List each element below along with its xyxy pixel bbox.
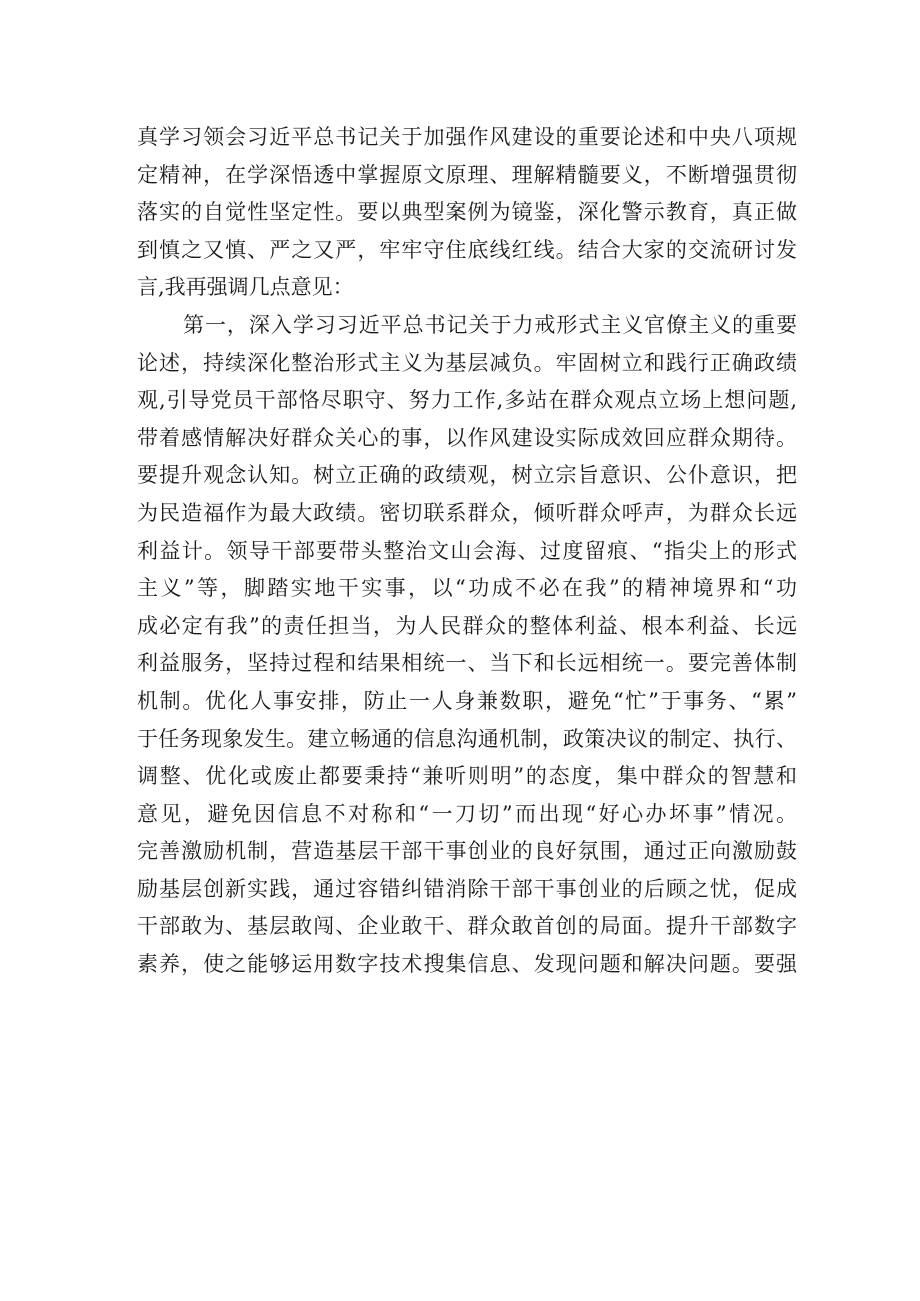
- text-line: 成必定有我”的责任担当，为人民群众的整体利益、根本利益、长远: [137, 613, 797, 638]
- text-line: 素养，使之能够运用数字技术搜集信息、发现问题和解决问题。要强: [137, 952, 797, 977]
- text-line: 于任务现象发生。建立畅通的信息沟通机制，政策决议的制定、执行、: [137, 726, 797, 751]
- text-line: 观,引导党员干部恪尽职守、努力工作,多站在群众观点立场上想问题,: [137, 388, 797, 413]
- text-line: 干部敢为、基层敢闯、企业敢干、群众敢首创的局面。提升干部数字: [137, 914, 797, 939]
- text-line: 落实的自觉性坚定性。要以典型案例为镜鉴，深化警示教育，真正做: [137, 200, 797, 225]
- text-line: 带着感情解决好群众关心的事，以作风建设实际成效回应群众期待。: [137, 425, 797, 450]
- text-line: 要提升观念认知。树立正确的政绩观，树立宗旨意识、公仆意识，把: [137, 463, 797, 488]
- text-line: 完善激励机制，营造基层干部干事创业的良好氛围，通过正向激励鼓: [137, 839, 797, 864]
- text-line: 励基层创新实践，通过容错纠错消除干部干事创业的后顾之忧，促成: [137, 876, 797, 901]
- text-line: 论述，持续深化整治形式主义为基层减负。牢固树立和践行正确政绩: [137, 350, 797, 375]
- text-line: 利益计。领导干部要带头整治文山会海、过度留痕、“指尖上的形式: [137, 538, 797, 563]
- text-line: 言,我再强调几点意见：: [137, 275, 354, 300]
- text-line: 主义”等，脚踏实地干实事，以“功成不必在我”的精神境界和“功: [137, 576, 797, 601]
- text-line: 真学习领会习近平总书记关于加强作风建设的重要论述和中央八项规: [137, 125, 797, 149]
- text-line: 定精神，在学深悟透中掌握原文原理、理解精髓要义，不断增强贯彻: [137, 162, 797, 187]
- text-line: 为民造福作为最大政绩。密切联系群众，倾听群众呼声，为群众长远: [137, 500, 797, 525]
- text-line: 到慎之又慎、严之又严，牢牢守住底线红线。结合大家的交流研讨发: [137, 237, 797, 262]
- text-line: 调整、优化或废止都要秉持“兼听则明”的态度，集中群众的智慧和: [137, 764, 797, 789]
- text-line: 意见，避免因信息不对称和“一刀切”而出现“好心办坏事”情况。: [137, 801, 797, 826]
- paragraph-first-line: 第一，深入学习习近平总书记关于力戒形式主义官僚主义的重要: [183, 312, 797, 337]
- text-line: 机制。优化人事安排，防止一人身兼数职，避免“忙”于事务、“累”: [137, 688, 797, 713]
- body-text: [137, 119, 797, 984]
- text-line: 利益服务，坚持过程和结果相统一、当下和长远相统一。要完善体制: [137, 651, 797, 676]
